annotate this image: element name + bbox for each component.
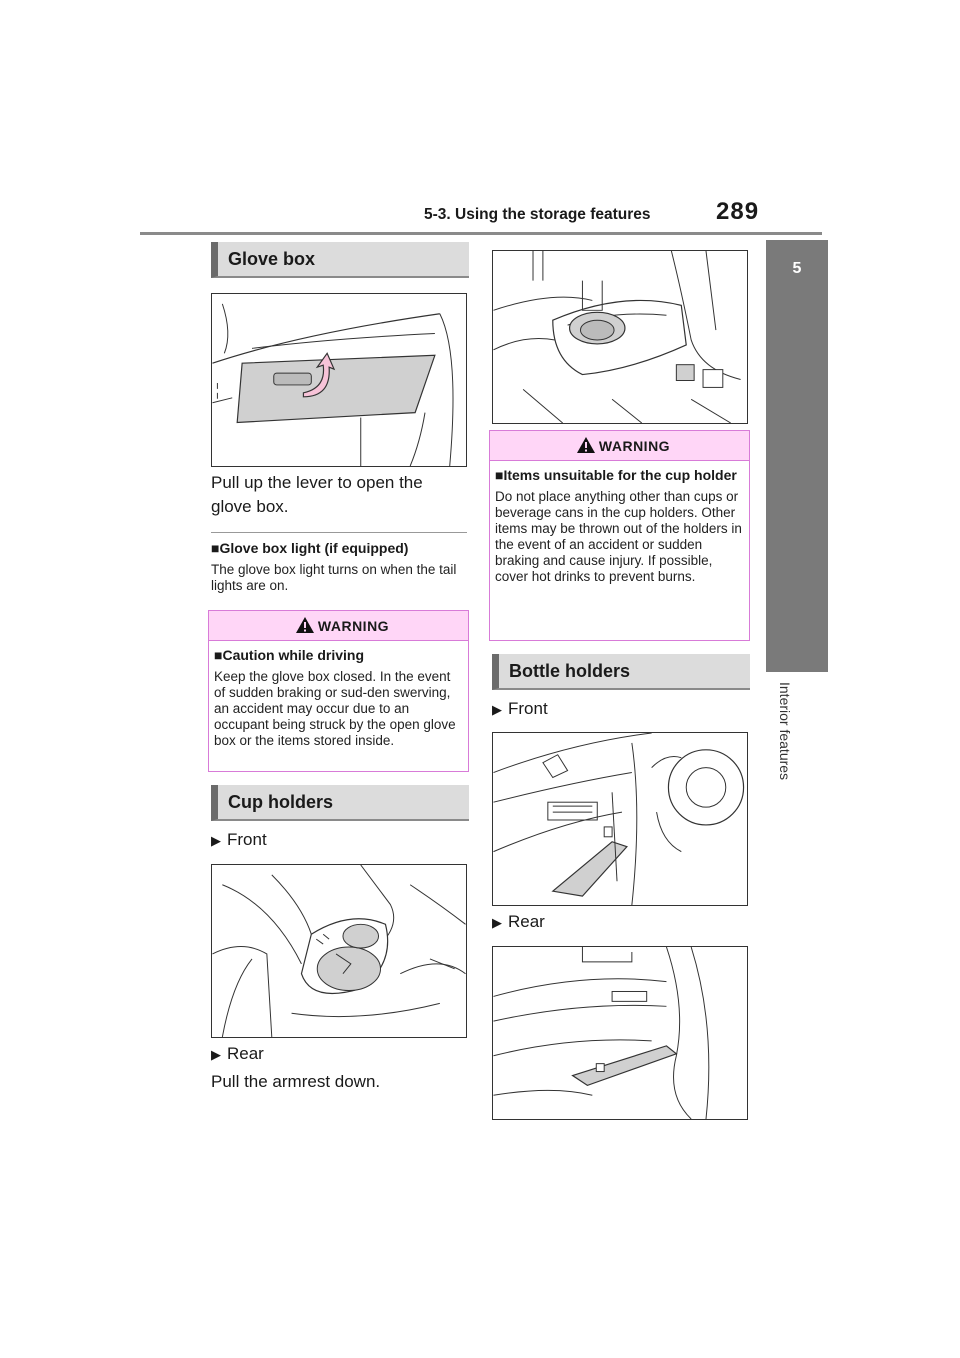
warning-text: Do not place anything other than cups or beverage cans in the cup holders. Other items may be thrown out of the holders in the event of an accident or sudden braking and cause injury. If possible, cover hot drinks to prevent burns. bbox=[495, 489, 742, 584]
warning-subheading: ■Caution while driving bbox=[214, 647, 365, 663]
cup-front-text: Front bbox=[227, 830, 267, 849]
bottle-front-text: Front bbox=[508, 699, 548, 718]
chapter-number: 5 bbox=[792, 260, 802, 277]
triangle-right-icon: ▶ bbox=[492, 915, 502, 930]
glove-box-warning bbox=[208, 610, 469, 772]
chapter-label-text: Interior features bbox=[777, 682, 793, 781]
cup-holders-heading-text: Cup holders bbox=[228, 792, 334, 812]
warning-header bbox=[490, 431, 749, 461]
cup-rear-label bbox=[211, 1044, 264, 1064]
glove-box-heading bbox=[211, 242, 469, 278]
bottle-holders-heading-text: Bottle holders bbox=[509, 661, 631, 681]
cup-holders-heading bbox=[211, 785, 469, 821]
bottle-rear-label bbox=[492, 912, 545, 932]
front-bottle-holder-drawing bbox=[493, 733, 747, 905]
glove-box-light-heading: ■Glove box light (if equipped) bbox=[211, 540, 409, 556]
glove-box-heading-text: Glove box bbox=[228, 249, 316, 269]
warning-text: Keep the glove box closed. In the event of sudden braking or sud-den swerving, an accident may occur due to an occupant being struck by the open glove box or the items stored inside. bbox=[214, 669, 456, 748]
triangle-right-icon: ▶ bbox=[492, 702, 502, 717]
front-cup-holder-illustration bbox=[211, 864, 467, 1038]
glove-box-instruction: Pull up the lever to open the glove box. bbox=[211, 473, 423, 516]
rear-armrest-drawing bbox=[493, 251, 747, 423]
front-cup-holder-drawing bbox=[212, 865, 466, 1037]
warning-body bbox=[495, 467, 744, 585]
glove-box-illustration bbox=[211, 293, 467, 467]
section-title: 5-3. Using the storage features bbox=[424, 206, 651, 223]
triangle-right-icon: ▶ bbox=[211, 1047, 221, 1062]
warning-label: WARNING bbox=[598, 438, 671, 454]
triangle-right-icon: ▶ bbox=[211, 833, 221, 848]
chapter-tab bbox=[766, 240, 828, 672]
cup-front-label bbox=[211, 830, 267, 850]
warning-subheading: ■Items unsuitable for the cup holder bbox=[495, 467, 737, 483]
rear-bottle-holder-drawing bbox=[493, 947, 747, 1119]
bottle-front-label bbox=[492, 699, 548, 719]
glove-box-divider bbox=[211, 532, 467, 533]
rear-armrest-illustration bbox=[492, 250, 748, 424]
cup-holder-warning bbox=[489, 430, 750, 641]
cup-rear-text: Rear bbox=[227, 1044, 264, 1063]
cup-rear-instruction: Pull the armrest down. bbox=[211, 1072, 381, 1091]
front-bottle-holder-illustration bbox=[492, 732, 748, 906]
glove-box-light-text: The glove box light turns on when the tail lights are on. bbox=[211, 562, 457, 593]
header-divider bbox=[140, 232, 822, 235]
chapter-label bbox=[779, 682, 795, 822]
warning-header bbox=[209, 611, 468, 641]
bottle-holders-heading bbox=[492, 654, 750, 690]
warning-label: WARNING bbox=[317, 618, 390, 634]
bottle-rear-text: Rear bbox=[508, 912, 545, 931]
warning-body bbox=[214, 647, 463, 749]
glove-box-drawing bbox=[212, 294, 466, 466]
page-number: 289 bbox=[716, 198, 760, 225]
rear-bottle-holder-illustration bbox=[492, 946, 748, 1120]
